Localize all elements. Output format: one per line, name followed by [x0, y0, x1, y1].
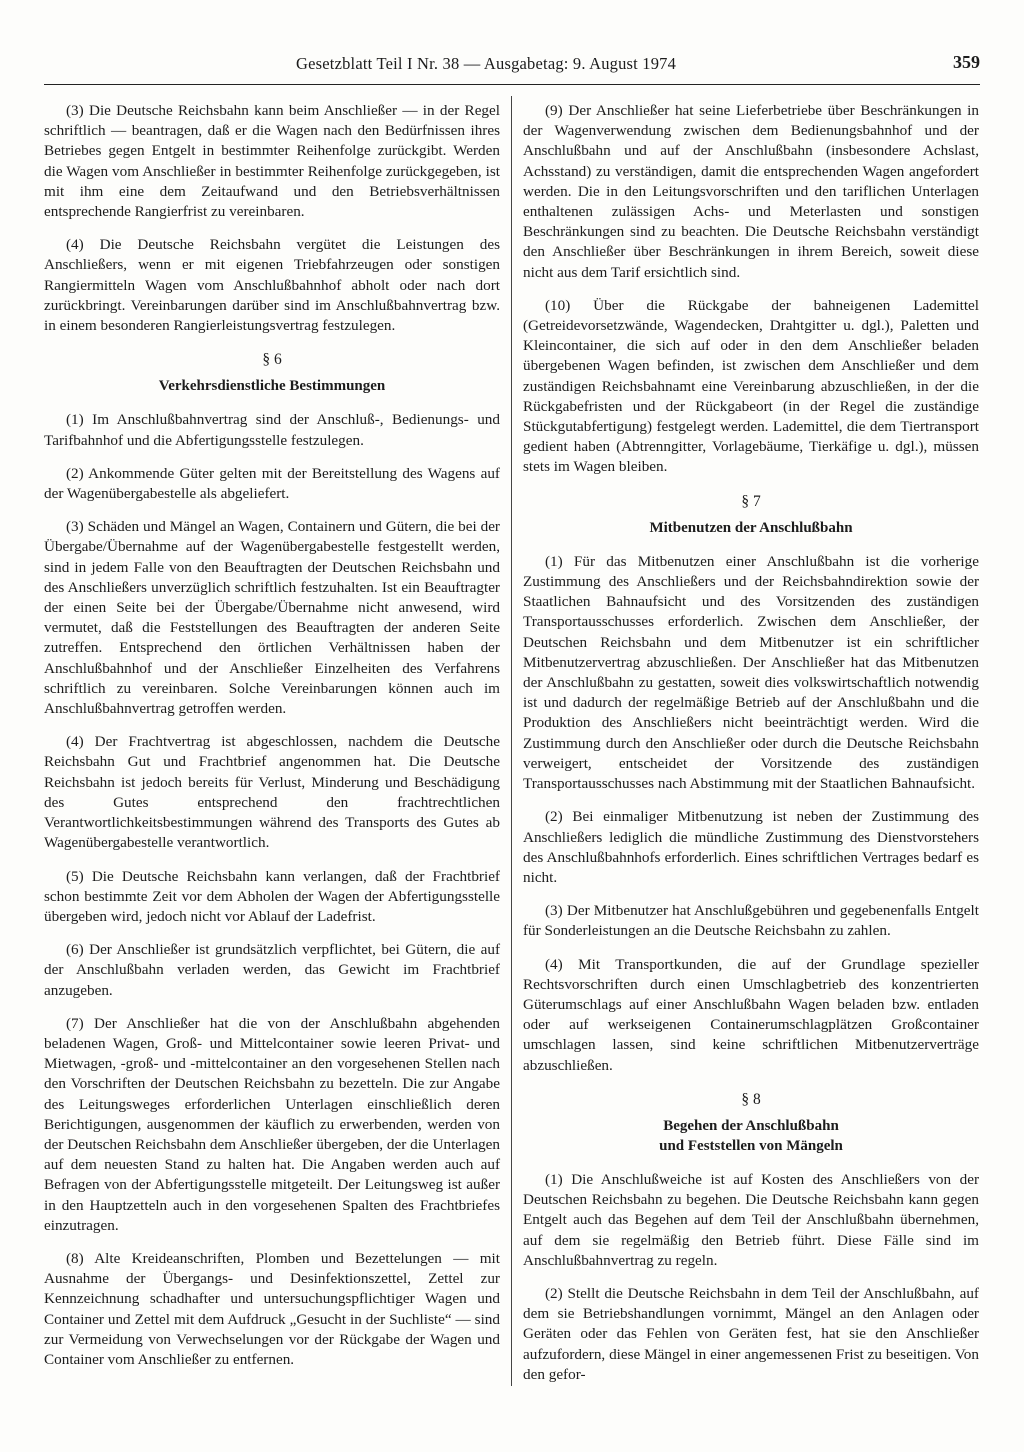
paragraph: (9) Der Anschließer hat seine Lieferbetriebe über Beschränkungen in der Wagenverwendung zwischen dem Bedienungsbahnhof und der Anschlußbahn und auf der Anschlußbahn (insbesondere Achslast, Achsstand) zu verständigen, damit die entsprechenden Wagen angefordert werden. Die in den Leitungsvorschriften und den tariflichen Unterlagen enthaltenen zulässigen Achs- und Meterlasten und sonstigen Beschränkungen sind zu beachten. Die Deutsche Reichsbahn verständigt den Anschließer über Beschränkungen in ihrem Bereich, soweit diese nicht aus dem Tarif ersichtlich sind. [523, 102, 979, 281]
paragraph: (10) Über die Rückgabe der bahneigenen Lademittel (Getreidevorsetzwände, Wagendecken, Drahtgitter u. dgl.), Paletten und Kleincontainer, die sich auf oder in den dem Anschließer beladen übergebenen Wagen befinden, ist zwischen dem Anschließer und dem zuständigen Reichsbahnamt eine Vereinbarung abzuschließen, in der die Rückgabefristen und der Rückgabeort (in der Regel die zuständige Stückgutabfertigung) festgelegt werden. Lademittel, die dem Tiertransport gedient haben (Abtrenngitter, Vorlagebäume, Tierkäfige u. dgl.), müssen stets im Wagen bleiben. [523, 296, 979, 476]
paragraph: (4) Der Frachtvertrag ist abgeschlossen, nachdem die Deutsche Reichsbahn Gut und Frachtbrief angenommen hat. Die Deutsche Reichsbahn ist jedoch bereits für Verlust, Minderung und Beschädigung des Gutes entsprechend den frachtrechtlichen Verantwortlichkeitsbestimmungen während des Transports des Gutes ab Wagenübergabestelle verantwortlich. [44, 733, 500, 852]
section-title: Mitbenutzen der Anschlußbahn [649, 519, 853, 536]
page-header [44, 50, 980, 85]
paragraph: (4) Die Deutsche Reichsbahn vergütet die Leistungen des Anschließers, wenn er mit eigenen Triebfahrzeugen oder sonstigen Rangiermitteln Wagen vom Anschlußbahnhof abholt oder nach dort zurückbringt. Vereinbarungen darüber sind im Anschlußbahnvertrag bzw. in einem besonderen Rangierleistungsvertrag festzulegen. [44, 236, 500, 335]
paragraph: (3) Schäden und Mängel an Wagen, Containern und Gütern, die bei der Übergabe/Übernahme auf der Wagenübergabestelle festgestellt werden, sind in jedem Falle von den Beauftragten der Deutschen Reichsbahn und des Anschließers unverzüglich schriftlich festzuhalten. Ist ein Beauftragter der einen Seite bei der Übergabe/Übernahme nicht anwesend, wird vermutet, daß die Feststellungen des Beauftragten der anderen Seite zutreffen. Entsprechend den örtlichen Verhältnissen haben der Anschlußbahnhof und der Anschließer Einzelheiten des Verfahrens schriftlich zu vereinbaren. Solche Vereinbarungen können auch im Anschlußbahnvertrag getroffen werden. [44, 518, 500, 718]
left-column [44, 101, 500, 1383]
right-column [523, 101, 979, 1398]
paragraph: (1) Für das Mitbenutzen einer Anschlußbahn ist die vorherige Zustimmung des Anschließers und der Reichsbahndirektion sowie der Staatlichen Bahnaufsicht und des Vorsitzenden des zuständigen Transportausschusses erforderlich. Zwischen dem Anschließer, der Deutschen Reichsbahn und dem Mitbenutzer ist ein schriftlicher Mitbenutzervertrag abzuschließen. Der Anschließer hat das Mitbenutzen der Anschlußbahn zu gestatten, soweit dies volkswirtschaftlich notwendig ist und dadurch der regelmäßige Betrieb auf der Anschlußbahn und die Produktion des Anschließers nicht beeinträchtigt werden. Wird die Zustimmung durch den Anschließer oder durch die Deutsche Reichsbahn verweigert, entscheidet der Vorsitzende des zuständigen Transportausschusses nach Abstimmung mit der Staatlichen Bahnaufsicht. [523, 552, 979, 793]
paragraph: (6) Der Anschließer ist grundsätzlich verpflichtet, bei Gütern, die auf der Anschlußbahn verladen werden, das Gewicht im Frachtbrief anzugeben. [44, 941, 500, 999]
paragraph: (8) Alte Kreideanschriften, Plomben und Bezettelungen — mit Ausnahme der Übergangs- und Desinfektionszettel, Zettel zur Kennzeichnung schadhafter und untersuchungspflichtiger Wagen und Container und Zettel mit dem Aufdruck „Gesucht in der Suchliste“ — sind zur Vermeidung von Verwechselungen vor der Rückgabe der Wagen und Container vom Anschließer zu entfernen. [44, 1249, 500, 1368]
section-number: § 7 [741, 492, 761, 510]
paragraph: (1) Im Anschlußbahnvertrag sind der Anschluß-, Bedienungs- und Tarifbahnhof und die Abfertigungsstelle festzulegen. [44, 411, 500, 449]
page-number: 359 [953, 52, 980, 72]
section-title: Verkehrsdienstliche Bestimmungen [158, 378, 386, 395]
paragraph: (3) Der Mitbenutzer hat Anschlußgebühren und gegebenenfalls Entgelt für Sonderleistungen an die Deutsche Reichsbahn zu zahlen. [523, 902, 979, 940]
header-title: Gesetzblatt Teil I Nr. 38 — Ausgabetag: 9. August 1974 [296, 54, 677, 73]
paragraph: (4) Mit Transportkunden, die auf der Grundlage spezieller Rechtsvorschriften durch einen Umschlagbetrieb des konzentrierten Güterumschlags auf einer Anschlußbahn Wagen beladen bzw. entladen oder auf werkseigenen Containerumschlagplätzen Großcontainer umschlagen lassen, sind keine schriftlichen Mitbenutzerverträge abzuschließen. [523, 955, 979, 1074]
paragraph: (3) Die Deutsche Reichsbahn kann beim Anschließer — in der Regel schriftlich — beantragen, daß er die Wagen nach den Bedürfnissen ihres Betriebes gegen Entgelt in bestimmter Reihenfolge zurückgibt. Werden die Wagen vom Anschließer in bestimmter Reihenfolge zurückgegeben, ist mit ihm eine dem Zeitaufwand und den Betriebsverhältnissen entsprechende Rangierfrist zu vereinbaren. [44, 102, 500, 221]
paragraph: (2) Stellt die Deutsche Reichsbahn in dem Teil der Anschlußbahn, auf dem sie Betriebshandlungen vornimmt, Mängel an den Anlagen oder Geräten oder das Fehlen von Geräten fest, hat sie den Anschließer aufzufordern, diese Mängel in einer angemessenen Frist zu beseitigen. Von den gefor- [523, 1284, 979, 1383]
section-title: Begehen der Anschlußbahn und Feststellen von Mängeln [659, 1117, 843, 1154]
paragraph: (2) Bei einmaliger Mitbenutzung ist neben der Zustimmung des Anschließers lediglich die mündliche Zustimmung des Dienstvorstehers des Anschlußbahnhofs erforderlich. Eines schriftlichen Vertrages bedarf es nicht. [523, 808, 979, 886]
paragraph: (7) Der Anschließer hat die von der Anschlußbahn abgehenden beladenen Wagen, Groß- und Mittelcontainer sowie leeren Privat- und Mietwagen, -groß- und -mittelcontainer an den vorgesehenen Stellen nach den Vorschriften der Deutschen Reichsbahn zu bezetteln. Die zur Angabe des Leitungsweges erforderlichen Unterlagen einschließlich deren Berichtigungen, ausgenommen der käuflich zu erwerbenden, werden von der Deutschen Reichsbahn dem Anschließer übergeben, der die Unterlagen auf dem neuesten Stand zu halten hat. Die Angaben werden auch auf Befragen von der Abfertigungsstelle mitgeteilt. Der Leitungsweg ist außer in den Hauptzetteln auch in den vorgesehenen Spalten des Frachtbriefes einzutragen. [44, 1014, 500, 1234]
paragraph: (1) Die Anschlußweiche ist auf Kosten des Anschließers von der Deutschen Reichsbahn zu begehen. Die Deutsche Reichsbahn kann gegen Entgelt auch das Begehen auf dem Teil der Anschlußbahn übernehmen, auf dem sie regelmäßig den Betrieb führt. Diese Fälle sind im Anschlußbahnvertrag zu regeln. [523, 1170, 979, 1269]
section-number: § 6 [262, 351, 282, 369]
paragraph: (2) Ankommende Güter gelten mit der Bereitstellung des Wagens auf der Wagenübergabestelle als abgeliefert. [44, 464, 500, 503]
section-number: § 8 [741, 1090, 761, 1108]
column-divider [511, 96, 512, 1386]
paragraph: (5) Die Deutsche Reichsbahn kann verlangen, daß der Frachtbrief schon bestimmte Zeit vor dem Abholen der Wagen der Abfertigungsstelle übergeben wird, jedoch nicht vor Ablauf der Ladefrist. [44, 867, 500, 925]
